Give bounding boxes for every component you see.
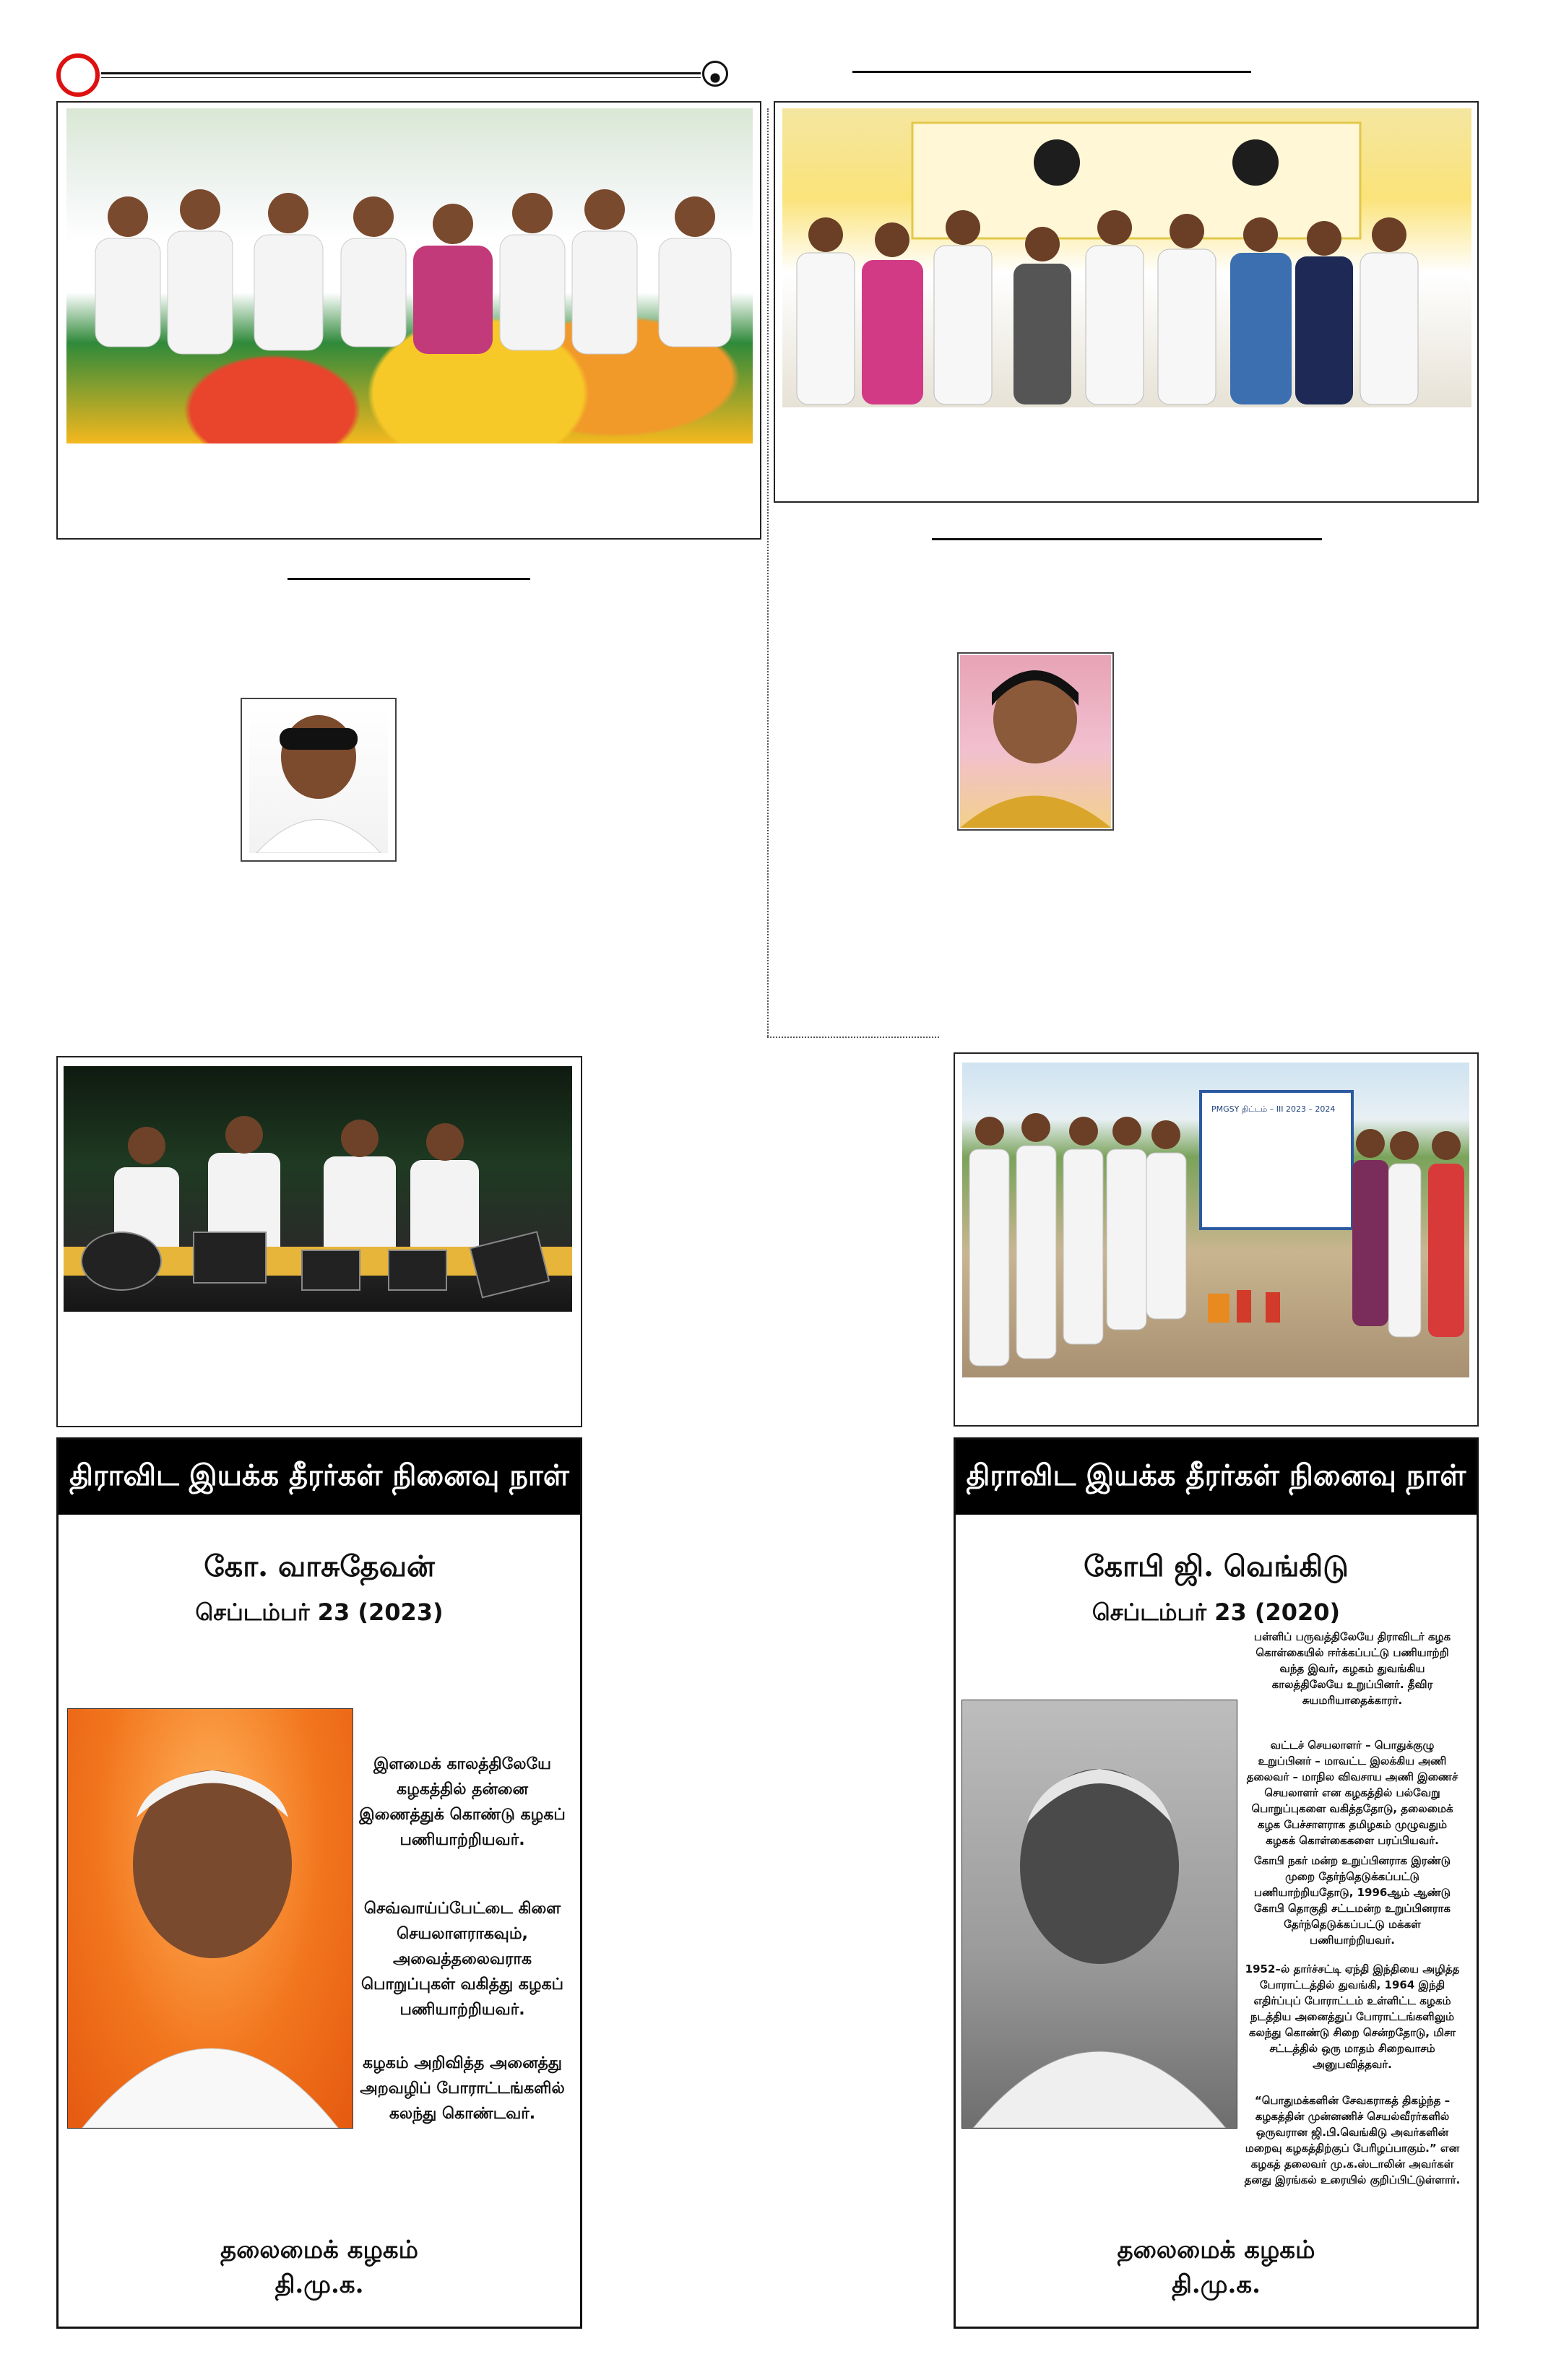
photo-box-top-right [774,101,1479,503]
portrait-venkidu [961,1700,1237,2129]
section-rule-right [932,538,1322,540]
footer-line-2: தி.மு.க. [1172,2270,1261,2299]
site-banner-text: PMGSY திட்டம் – III 2023 – 2024 [1211,1104,1336,1114]
column-separator [767,108,769,1037]
footer-line-1: தலைமைக் கழகம் [1117,2236,1315,2264]
site-inauguration-photo [962,1063,1469,1377]
stage-photo [64,1066,572,1312]
card-paragraph-3: கழகம் அறிவித்த அனைத்து அறவழிப் போராட்டங்களில் கலந்து கொண்டவர். [360,2054,565,2123]
obituary-card-vasudevan [56,1437,582,2329]
footer-line-2: தி.மு.க. [275,2270,364,2299]
card-footer [956,2233,1477,2302]
card-paragraph-2: செவ்வாய்ப்பேட்டை கிளை செயலாளராகவும், அவைத்தலைவராக பொறுப்புகள் வகித்து கழகப் பணியாற்றியவர். [360,1900,564,2019]
card-paragraph-4: 1952–ல் தார்ச்சட்டி ஏந்தி இந்தியை அழித்த போராட்டத்தில் துவங்கி, 1964 இந்தி எதிர்ப்புப் போராட்டம் உள்ளிட்ட கழகம் நடத்திய அனைத்துப் போராட்டங்களிலும் கலந்து கொண்டு சிறை சென்றதோடு, மிசா சட்டத்தில் ஒரு மாதம் சிறைவாசம் அனுபவித்தவர். [1245,1963,1460,2071]
header-rule-left-thin [101,77,701,78]
photo-box-top-left [56,101,761,540]
people-silhouettes [66,108,753,443]
card-footer [59,2233,580,2302]
card-heading: திராவிட இயக்க தீரர்கள் நினைவு நாள் [956,1440,1477,1515]
card-paragraph-1: பள்ளிப் பருவத்திலேயே திராவிடர் கழக கொள்கையில் ஈர்க்கப்பட்டு பணியாற்றி வந்த இவர், கழகம் துவங்கிய காலத்திலேயே உறுப்பினர். தீவிர சுயமரியாதைக்காரர். [1253,1630,1451,1707]
portrait-vasudevan [67,1708,353,2129]
person-name: கோபி ஜி. வெங்கிடு [1084,1549,1349,1583]
event-photo [782,108,1471,407]
section-rule-left [288,578,530,580]
memorial-date: செப்டம்பர் 23 (2023) [195,1598,444,1626]
photo-box-mid-right [954,1052,1479,1427]
portrait-woman [957,652,1114,831]
rising-sun-emblem-icon [702,61,728,87]
header-logo-circle [56,53,100,97]
card-paragraph-2: வட்டச் செயலாளர் – பொதுக்குழு உறுப்பினர் – மாவட்ட இலக்கிய அணி தலைவர் – மாநில விவசாய அணி இணைச் செயலாளர் என கழகத்தில் பல்வேறு பொறுப்புகளை வகித்ததோடு, தலைமைக் கழக பேச்சாளராக தமிழகம் முழுவதும் கழகக் கொள்கைகளை பரப்பியவர். [1246,1739,1458,1847]
card-paragraph-5: “பொதுமக்களின் சேவகராகத் திகழ்ந்த – கழகத்தின் முன்னணிச் செயல்வீரர்களில் ஒருவரான ஜி.பி.வெங்கிடு அவர்களின் மறைவு கழகத்திற்குப் பேரிழப்பாகும்.” என கழகத் தலைவர் மு.க.ஸ்டாலின் அவர்கள் தனது இரங்கல் உரையில் குறிப்பிட்டுள்ளார். [1244,2094,1461,2186]
header-rule-left [101,72,701,74]
column-separator-foot [767,1037,939,1038]
person-name: கோ. வாசுதேவன் [204,1549,435,1583]
card-heading: திராவிட இயக்க தீரர்கள் நினைவு நாள் [59,1440,580,1515]
photo-box-mid-left [56,1056,582,1427]
card-paragraph-1: இளமைக் காலத்திலேயே கழகத்தில் தன்னை இணைத்துக் கொண்டு கழகப் பணியாற்றியவர். [359,1755,566,1849]
tribute-photo [66,108,753,443]
obituary-card-venkidu [954,1437,1479,2329]
event-people-silhouettes [782,108,1471,407]
memorial-date: செப்டம்பர் 23 (2020) [1092,1598,1341,1626]
footer-line-1: தலைமைக் கழகம் [220,2236,418,2264]
card-paragraph-3: கோபி நகர் மன்ற உறுப்பினராக இரண்டு முறை தேர்ந்தெடுக்கப்பட்டு பணியாற்றியதோடு, 1996ஆம் ஆண்டு கோபி தொகுதி சட்டமன்ற உறுப்பினராக தேர்ந்தெடுக்கப்பட்டு மக்கள் பணியாற்றியவர். [1253,1854,1451,1947]
portrait-man [241,698,397,862]
header-rule-right [852,71,1251,73]
